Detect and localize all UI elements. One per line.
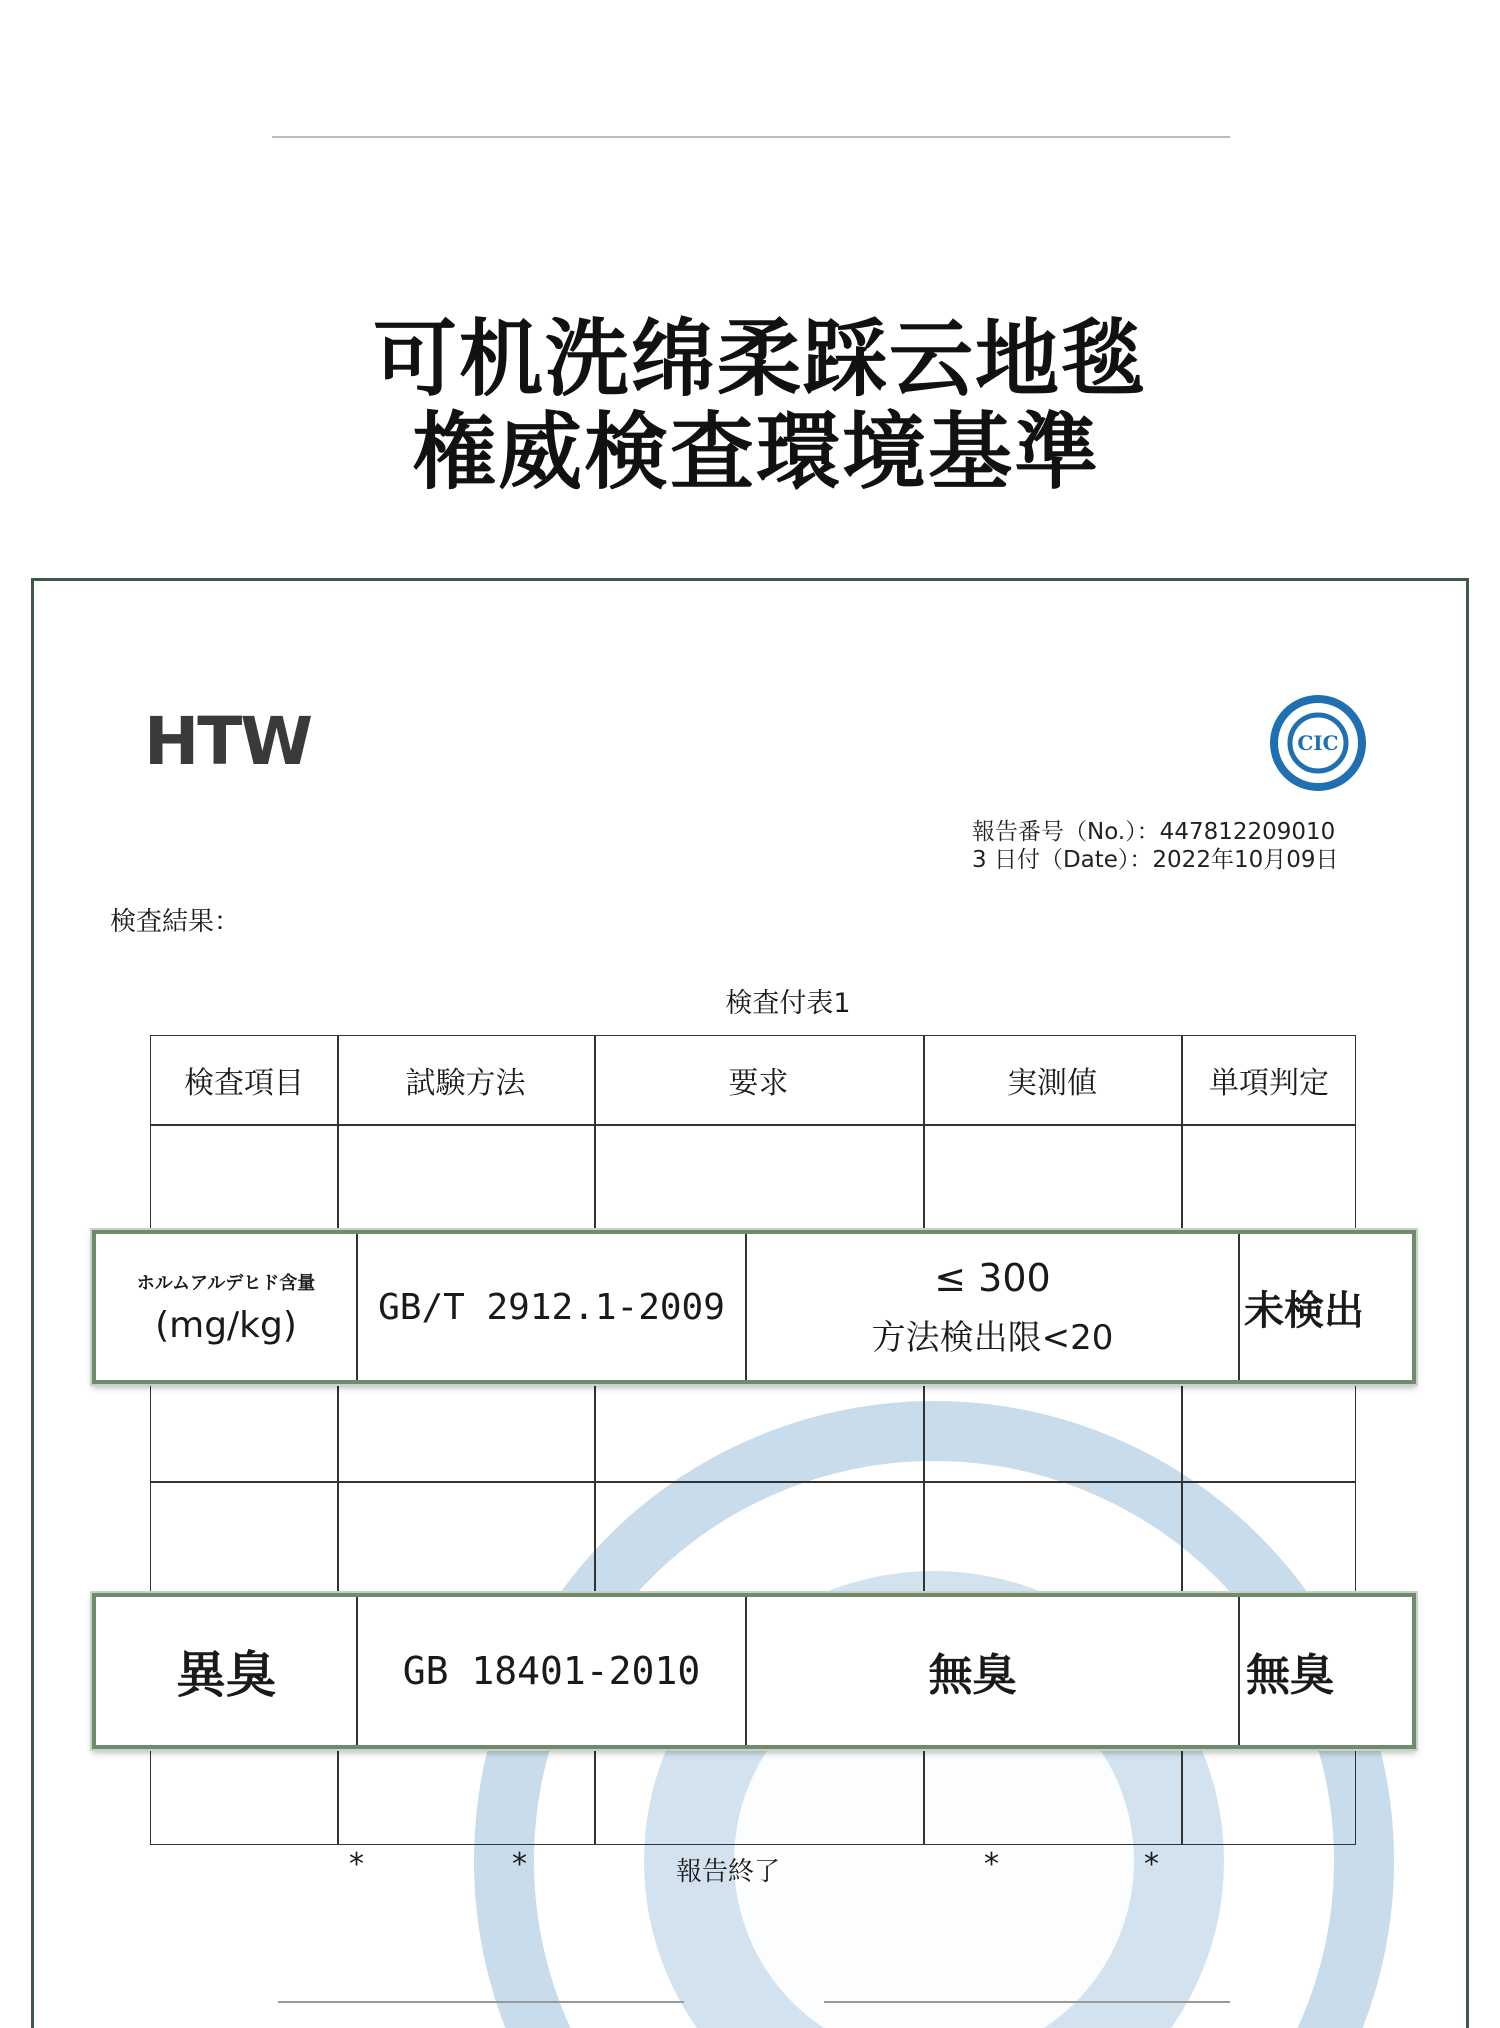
row1-method: GB/T 2912.1-2009 bbox=[358, 1234, 747, 1380]
header-method: 試験方法 bbox=[405, 1066, 526, 1101]
row2-item: 異臭 bbox=[96, 1597, 358, 1745]
row1-requirement: ≤ 300 bbox=[934, 1255, 1051, 1300]
header-judgement: 単項判定 bbox=[1209, 1066, 1329, 1101]
table-row-formaldehyde bbox=[92, 1230, 1416, 1384]
end-star-1: * bbox=[349, 1847, 364, 1882]
row2-result: 無臭 bbox=[1246, 1650, 1334, 1701]
cic-seal-icon bbox=[1268, 693, 1368, 793]
end-star-3: * bbox=[984, 1847, 999, 1882]
header-measured: 実測値 bbox=[1007, 1066, 1097, 1101]
row1-result: 未検出 bbox=[1244, 1287, 1364, 1334]
row1-requirement-note: 方法検出限<20 bbox=[871, 1317, 1114, 1358]
row2-method: GB 18401-2010 bbox=[358, 1597, 747, 1745]
row2-requirement: 無臭 bbox=[747, 1597, 1240, 1745]
table-row-odor bbox=[92, 1593, 1416, 1749]
top-divider bbox=[272, 136, 1230, 138]
row1-unit: (mg/kg) bbox=[155, 1304, 297, 1346]
header-item: 検査項目 bbox=[184, 1066, 304, 1101]
htw-logo: HTW bbox=[144, 703, 312, 780]
end-star-4: * bbox=[1144, 1847, 1159, 1882]
appendix-title: 検査付表1 bbox=[725, 988, 851, 1019]
header-requirement: 要求 bbox=[728, 1066, 789, 1101]
row1-item: ホルムアルデヒド含量 bbox=[136, 1272, 316, 1294]
headline-line-1: 可机洗绵柔踩云地毯 bbox=[372, 310, 1147, 408]
end-star-2: * bbox=[512, 1847, 527, 1882]
headline-line-2: 権威検査環境基準 bbox=[412, 403, 1101, 501]
result-label: 検査結果： bbox=[110, 907, 241, 937]
bottom-tab-left bbox=[278, 2001, 684, 2009]
report-number: 報告番号（No.）：447812209010 bbox=[972, 819, 1336, 845]
end-of-report: 報告終了 bbox=[676, 1857, 781, 1887]
report-date: 3 日付（Date）：2022年10月09日 bbox=[972, 847, 1339, 873]
bottom-tab-right bbox=[824, 2001, 1230, 2009]
cic-seal-text: CIC bbox=[1297, 731, 1339, 755]
inspection-report bbox=[31, 578, 1469, 2028]
